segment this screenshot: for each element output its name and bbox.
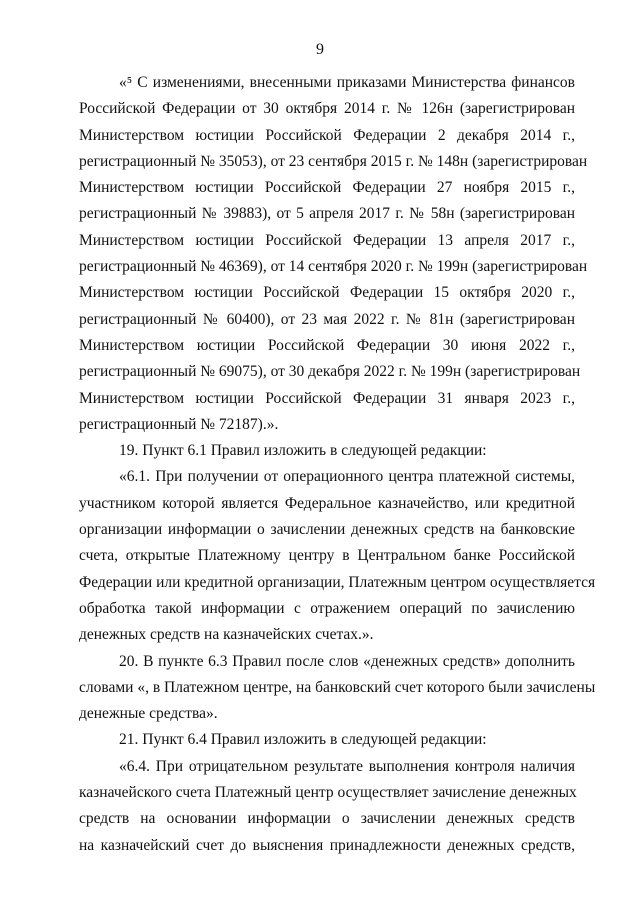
text-line: казначейского счета Платежный центр осуществляет зачисление денежных [79, 784, 577, 802]
page-number: 9 [316, 41, 324, 58]
item-20-paragraph [79, 649, 596, 728]
text-line: Министерством юстиции Российской Федерации 27 ноября 2015 г., [79, 179, 575, 197]
item-19-paragraph [79, 438, 575, 464]
item-6-4-paragraph [79, 754, 575, 859]
text-line: регистрационный № 72187).». [79, 415, 279, 433]
item-6-1-paragraph [79, 464, 596, 648]
text-line: средств на основании информации о зачислении денежных средств [79, 810, 575, 828]
item-21-paragraph [79, 727, 575, 753]
footnote-paragraph [79, 70, 588, 438]
text-line: Министерством юстиции Российской Федерации 15 октября 2020 г., [79, 284, 575, 302]
text-line: 19. Пункт 6.1 Правил изложить в следующей редакции: [119, 442, 487, 460]
text-line: Министерством юстиции Российской Федерации 31 января 2023 г., [79, 389, 575, 407]
text-line: Министерством юстиции Российской Федерации 13 апреля 2017 г., [79, 231, 575, 249]
text-line: словами «, в Платежном центре, на банковский счет которого были зачислены [79, 678, 596, 696]
text-line: счета, открытые Платежному центру в Центральном банке Российской [79, 547, 575, 565]
text-line: 21. Пункт 6.4 Правил изложить в следующей редакции: [119, 731, 487, 749]
text-line: регистрационный № 69075), от 30 декабря 2022 г. № 199н (зарегистрирован [79, 363, 581, 381]
text-line: Министерством юстиции Российской Федерации 2 декабря 2014 г., [79, 126, 575, 144]
document-body [79, 70, 596, 859]
text-line: 20. В пункте 6.3 Правил после слов «денежных средств» дополнить [119, 652, 575, 670]
text-line: регистрационный № 46369), от 14 сентября 2020 г. № 199н (зарегистрирован [79, 258, 588, 276]
text-line: на казначейский счет до выяснения принадлежности денежных средств, [79, 836, 575, 854]
text-line: денежные средства». [79, 705, 218, 723]
text-line: денежных средств на казначейских счетах.». [79, 626, 374, 644]
text-line: участником которой является Федеральное казначейство, или кредитной [79, 494, 575, 512]
text-line: Федерации или кредитной организации, Платежным центром осуществляется [79, 573, 596, 591]
text-line: Министерством юстиции Российской Федерации 30 июня 2022 г., [79, 336, 575, 354]
text-line: Российской Федерации от 30 октября 2014 г. № 126н (зарегистрирован [79, 100, 575, 118]
text-line: регистрационный № 35053), от 23 сентября 2015 г. № 148н (зарегистрирован [79, 152, 588, 170]
text-line: «6.1. При получении от операционного центра платежной системы, [119, 468, 575, 486]
text-line: регистрационный № 60400), от 23 мая 2022 г. № 81н (зарегистрирован [79, 310, 575, 328]
text-line: обработка такой информации с отражением операций по зачислению [79, 599, 575, 617]
text-line: «6.4. При отрицательном результате выполнения контроля наличия [119, 757, 575, 775]
text-line: организации информации о зачислении денежных средств на банковские [79, 521, 575, 539]
text-line: регистрационный № 39883), от 5 апреля 2017 г. № 58н (зарегистрирован [79, 205, 575, 223]
text-line: «⁵ С изменениями, внесенными приказами Министерства финансов [119, 74, 575, 91]
